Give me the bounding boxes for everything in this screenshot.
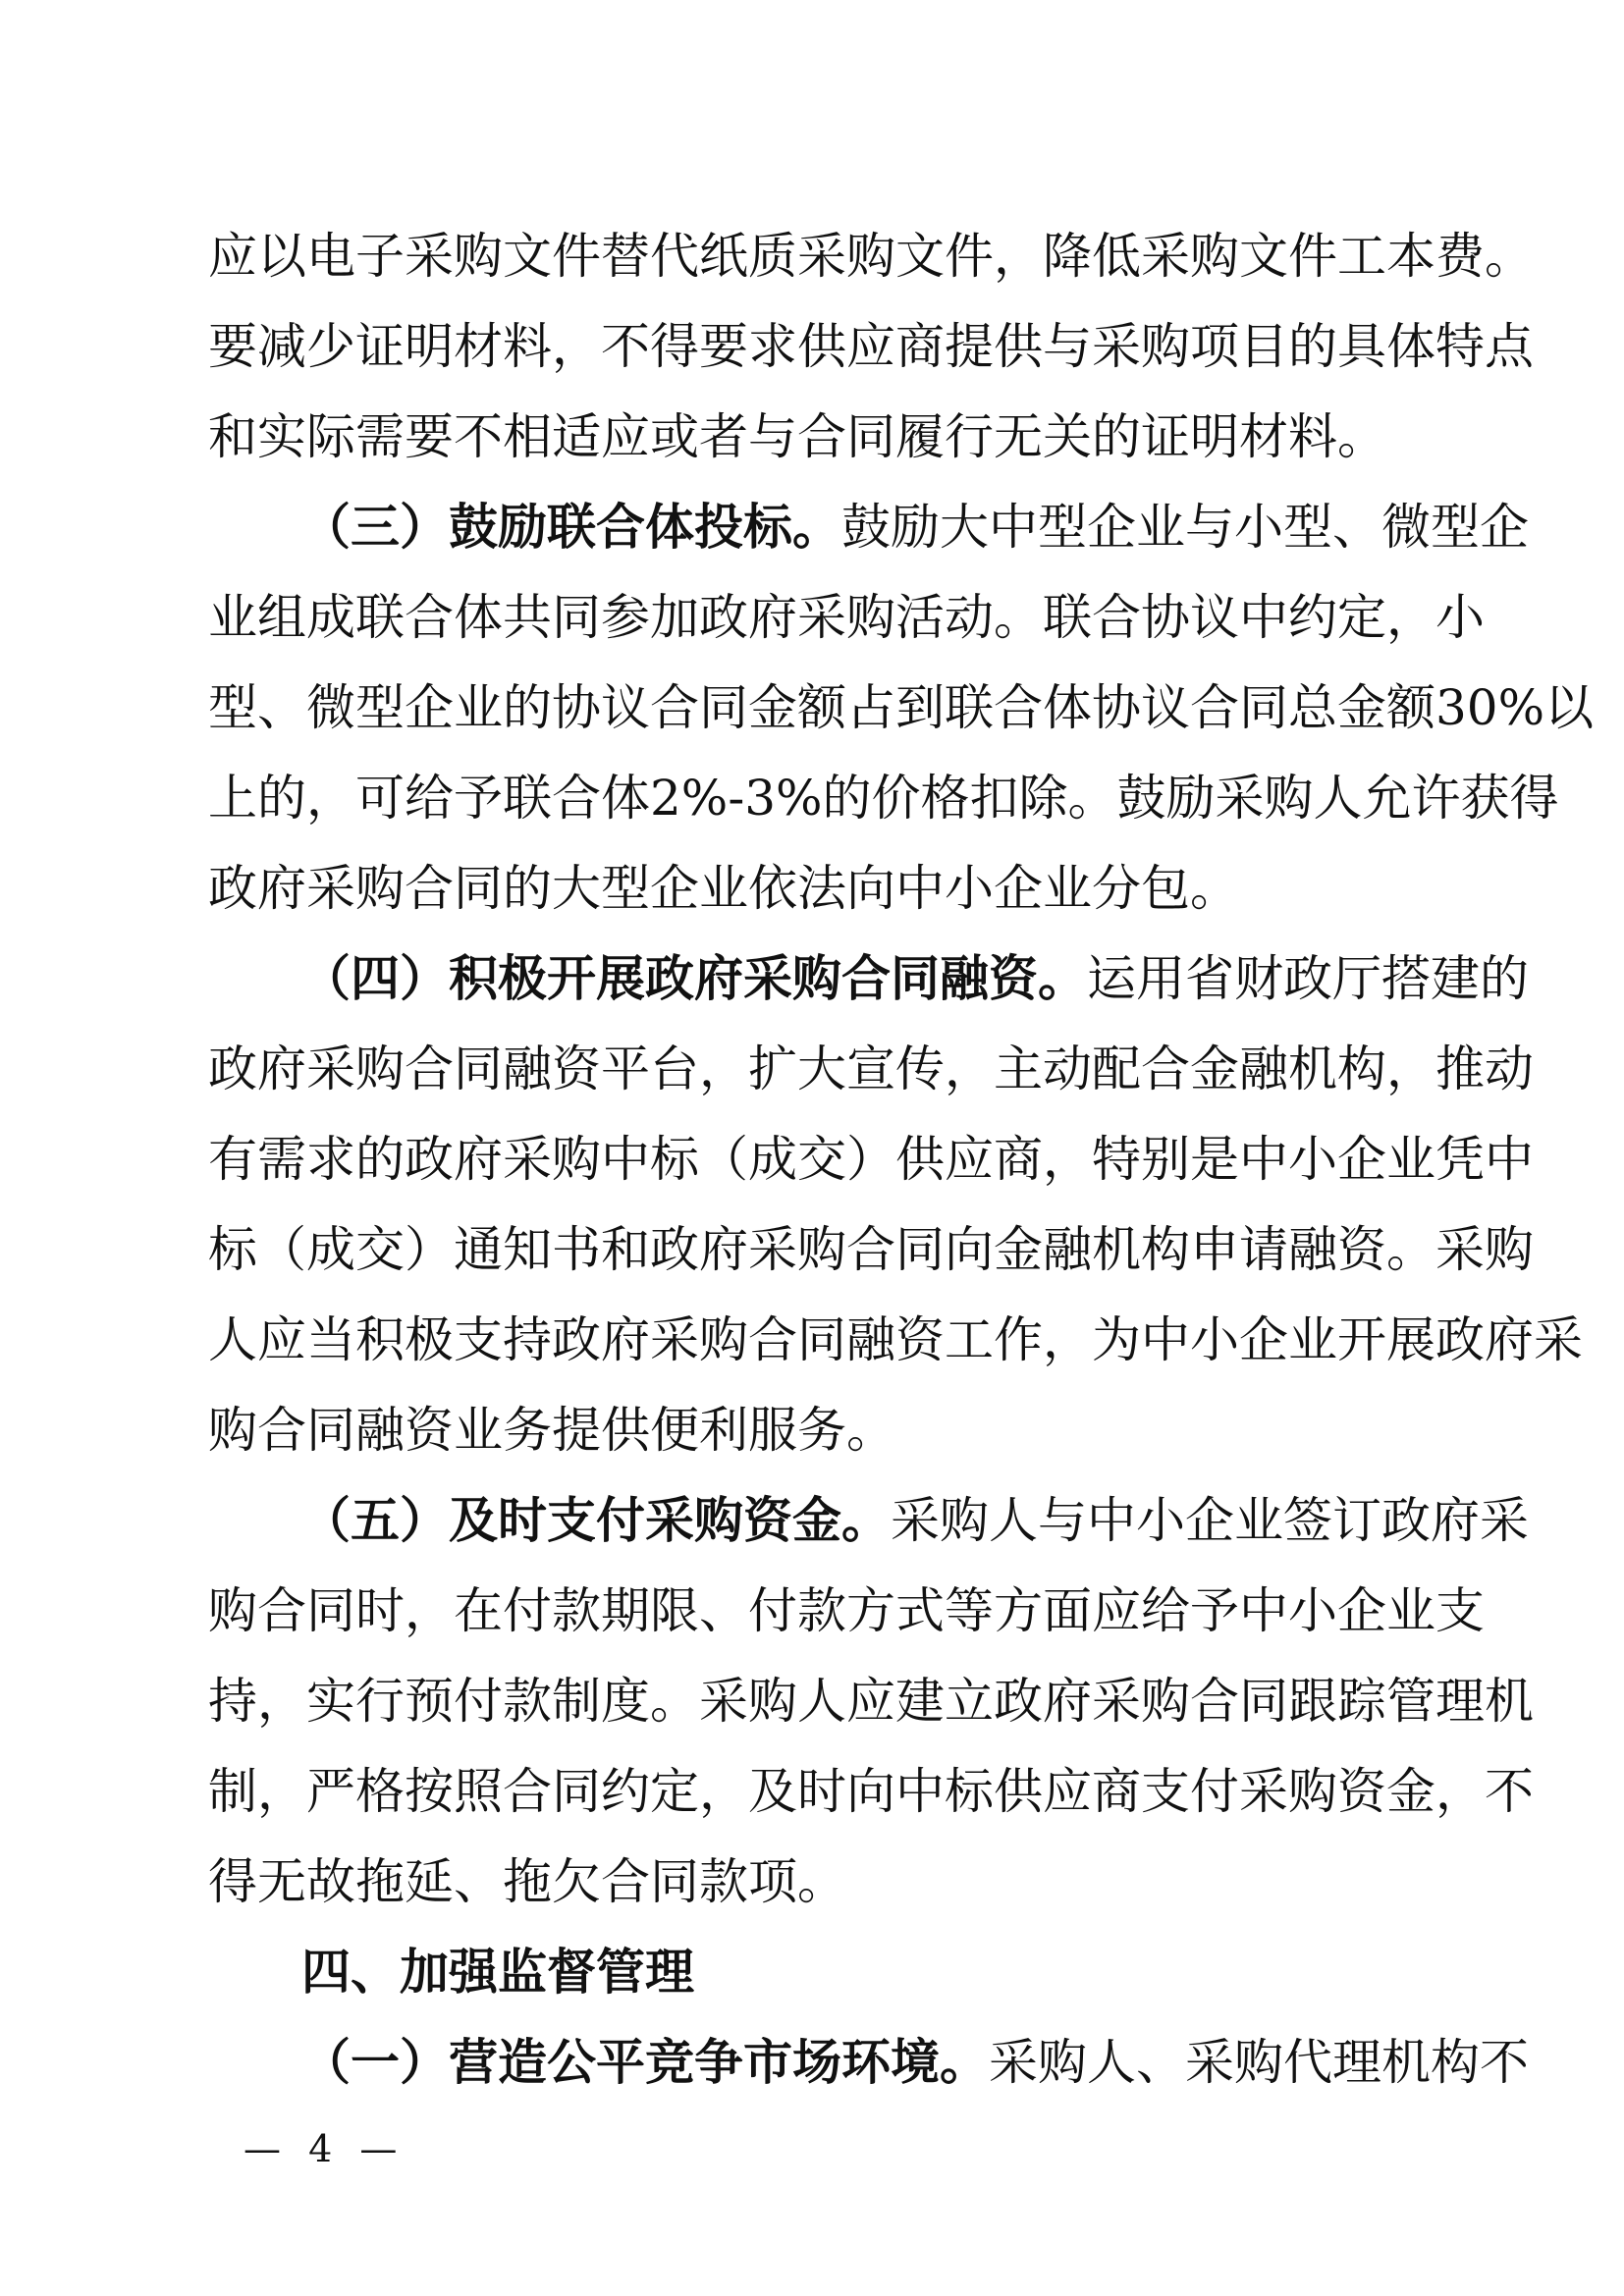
paragraph-heading: （三）鼓励联合体投标。 — [301, 498, 841, 556]
paragraph-heading: （四）积极开展政府采购合同融资。 — [301, 949, 1087, 1007]
section-title: 四、加强监督管理 — [301, 1944, 694, 2001]
paragraph-first-line — [208, 482, 1529, 572]
paragraph-line: 政府采购合同的大型企业依法向中小企业分包。 — [208, 860, 1239, 917]
paragraph-line: 得无故拖延、拖欠合同款项。 — [208, 1853, 846, 1910]
paragraph-heading: （一）营造公平竞争市场环境。 — [301, 2033, 989, 2091]
paragraph-first-line-text: 采购人与中小企业签订政府采 — [891, 1492, 1529, 1549]
paragraph-line: 要减少证明材料，不得要求供应商提供与采购项目的具体特点 — [208, 318, 1534, 375]
paragraph-line: 上的，可给予联合体2%-3%的价格扣除。鼓励采购人允许获得 — [208, 770, 1559, 827]
paragraph-line: 标（成交）通知书和政府采购合同向金融机构申请融资。采购 — [208, 1221, 1534, 1278]
paragraph-line: 人应当积极支持政府采购合同融资工作，为中小企业开展政府采 — [208, 1311, 1583, 1368]
paragraph-line: 持，实行预付款制度。采购人应建立政府采购合同跟踪管理机 — [208, 1673, 1534, 1730]
document-body — [208, 211, 1595, 2108]
paragraph-first-line-text: 采购人、采购代理机构不 — [989, 2034, 1529, 2091]
paragraph-line: 应以电子采购文件替代纸质采购文件，降低采购文件工本费。 — [208, 228, 1534, 285]
paragraph-line: 购合同时，在付款期限、付款方式等方面应给予中小企业支 — [208, 1582, 1485, 1639]
paragraph-heading: （五）及时支付采购资金。 — [301, 1491, 891, 1549]
paragraph-first-line — [208, 934, 1529, 1024]
paragraph-first-line-text: 鼓励大中型企业与小型、微型企 — [841, 499, 1529, 556]
paragraph-first-line-text: 运用省财政厅搭建的 — [1087, 950, 1529, 1007]
paragraph-line: 政府采购合同融资平台，扩大宣传，主动配合金融机构，推动 — [208, 1041, 1534, 1097]
paragraph-line: 制，严格按照合同约定，及时向中标供应商支付采购资金，不 — [208, 1763, 1534, 1820]
paragraph-line: 和实际需要不相适应或者与合同履行无关的证明材料。 — [208, 408, 1386, 465]
paragraph-first-line — [208, 1475, 1529, 1566]
paragraph-line: 购合同融资业务提供便利服务。 — [208, 1402, 895, 1459]
paragraph-line: 业组成联合体共同参加政府采购活动。联合协议中约定，小 — [208, 589, 1485, 646]
page-number: — 4 — — [244, 2127, 406, 2170]
paragraph-line: 有需求的政府采购中标（成交）供应商，特别是中小企业凭中 — [208, 1131, 1534, 1188]
paragraph-first-line — [208, 2017, 1529, 2108]
paragraph-line: 型、微型企业的协议合同金额占到联合体协议合同总金额30%以 — [208, 679, 1595, 736]
